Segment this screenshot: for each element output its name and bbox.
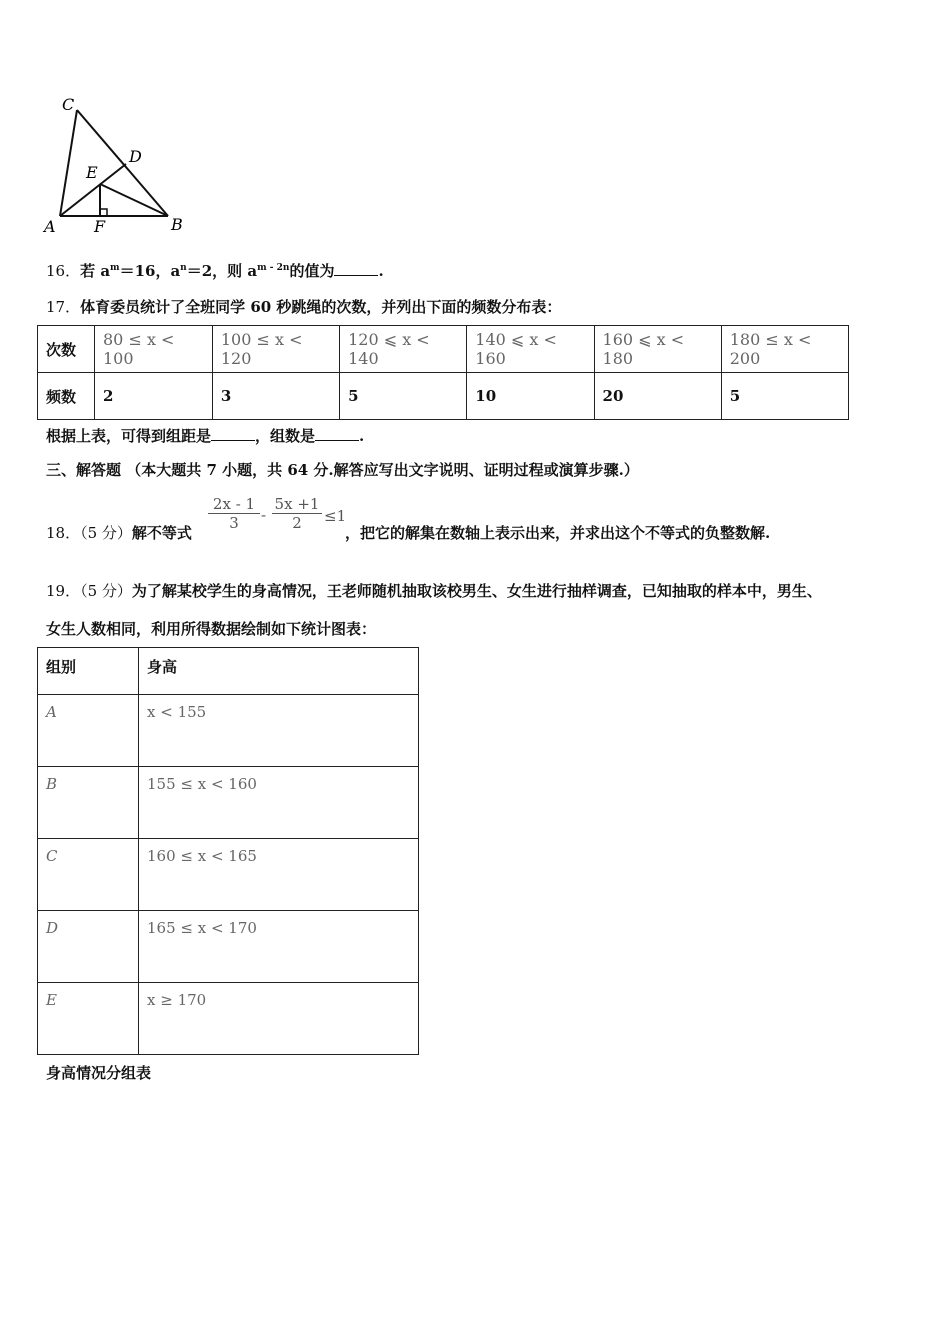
q18-leq: ≤1 <box>324 507 347 525</box>
q16-number: 16． <box>46 262 81 280</box>
q18-fraction-1 <box>208 495 260 532</box>
q18-frac1-denominator: 3 <box>208 513 260 532</box>
height-range-e: x ≥ 170 <box>139 983 419 1055</box>
q17-blank-groups[interactable] <box>315 428 359 441</box>
count-cell-6: 5 <box>721 373 848 420</box>
q16-text-mid2: ＝2，则 a <box>186 262 258 280</box>
question-18 <box>46 522 192 543</box>
section-3-heading: 三、解答题 （本大题共 7 小题，共 64 分.解答应写出文字说明、证明过程或演算步骤.） <box>46 461 639 479</box>
height-range-d: 165 ≤ x < 170 <box>139 911 419 983</box>
q16-text-end: . <box>378 262 384 280</box>
range-cell-1: 80 ≤ x < 100 <box>95 326 213 373</box>
q18-minus: - <box>261 506 267 524</box>
label-a: A <box>44 217 56 236</box>
count-cell-5: 20 <box>594 373 721 420</box>
label-f: F <box>94 217 106 236</box>
header-height: 身高 <box>139 648 419 695</box>
group-cell-a: A <box>38 695 139 767</box>
q16-sup-m: m <box>110 263 120 273</box>
height-table-header <box>38 648 419 695</box>
question-16 <box>46 260 384 281</box>
count-cell-2: 3 <box>212 373 339 420</box>
label-d: D <box>129 147 142 166</box>
group-cell-b: B <box>38 767 139 839</box>
segment-ca <box>60 110 77 216</box>
q18-score: （5 分） <box>80 524 132 542</box>
group-cell-d: D <box>38 911 139 983</box>
q16-text-mid1: ＝16，a <box>119 262 181 280</box>
q19-number: 19． <box>46 582 81 600</box>
q16-text-pre: 若 a <box>80 262 111 280</box>
label-c: C <box>62 95 75 114</box>
group-cell-c: C <box>38 839 139 911</box>
height-row-d <box>38 911 419 983</box>
q18-frac2-denominator: 2 <box>272 513 322 532</box>
range-cell-6: 180 ≤ x < 200 <box>721 326 848 373</box>
q17-followup <box>46 425 364 446</box>
q17-number: 17． <box>46 298 81 316</box>
frequency-header-times: 次数 <box>38 326 95 373</box>
q16-answer-blank[interactable] <box>334 263 378 276</box>
height-row-e <box>38 983 419 1055</box>
height-row-a <box>38 695 419 767</box>
q16-sup-n: n <box>180 263 187 273</box>
height-range-b: 155 ≤ x < 160 <box>139 767 419 839</box>
frequency-header-count: 频数 <box>38 373 95 420</box>
range-cell-3: 120 ⩽ x < 140 <box>340 326 467 373</box>
group-cell-e: E <box>38 983 139 1055</box>
q16-text-post: 的值为 <box>289 262 335 280</box>
count-cell-3: 5 <box>340 373 467 420</box>
q18-text-pre: 解不等式 <box>131 524 192 542</box>
q17-blank-interval[interactable] <box>211 428 255 441</box>
q17-followup-a: 根据上表，可得到组距是 <box>46 427 212 445</box>
frequency-row-counts <box>38 373 849 420</box>
range-cell-4: 140 ⩽ x < 160 <box>467 326 594 373</box>
q18-frac1-numerator: 2x - 1 <box>212 495 256 513</box>
question-19-line2: 女生人数相同，利用所得数据绘制如下统计图表： <box>46 620 377 638</box>
header-group: 组别 <box>38 648 139 695</box>
q17-followup-b: ，组数是 <box>255 427 316 445</box>
height-table-caption: 身高情况分组表 <box>46 1064 152 1082</box>
count-cell-1: 2 <box>95 373 213 420</box>
frequency-row-counts-range <box>38 326 849 373</box>
q18-number: 18． <box>46 524 81 542</box>
range-cell-2: 100 ≤ x < 120 <box>212 326 339 373</box>
q16-sup-m-2n: m - 2n <box>257 263 290 273</box>
right-angle-mark <box>100 209 107 216</box>
height-range-c: 160 ≤ x < 165 <box>139 839 419 911</box>
range-cell-5: 160 ⩽ x < 180 <box>594 326 721 373</box>
q18-frac2-numerator: 5x +1 <box>274 495 320 513</box>
q17-followup-end: . <box>359 427 365 445</box>
q19-line1: 为了解某校学生的身高情况，王老师随机抽取该校男生、女生进行抽样调查，已知抽取的样本中，男生、 <box>131 582 822 600</box>
frequency-table <box>37 325 849 420</box>
segment-eb <box>100 184 168 216</box>
q19-score: （5 分） <box>80 582 132 600</box>
q18-text-post: ，把它的解集在数轴上表示出来，并求出这个不等式的负整数解. <box>345 524 771 542</box>
height-row-c <box>38 839 419 911</box>
label-e: E <box>86 163 98 182</box>
count-cell-4: 10 <box>467 373 594 420</box>
height-range-a: x < 155 <box>139 695 419 767</box>
q17-text: 体育委员统计了全班同学 60 秒跳绳的次数，并列出下面的频数分布表： <box>80 298 562 316</box>
q18-fraction-2 <box>272 495 322 532</box>
label-b: B <box>171 215 183 234</box>
question-17 <box>46 296 561 317</box>
height-row-b <box>38 767 419 839</box>
triangle-figure <box>40 92 200 242</box>
height-group-table <box>37 647 419 1055</box>
question-19-line1 <box>46 580 822 601</box>
